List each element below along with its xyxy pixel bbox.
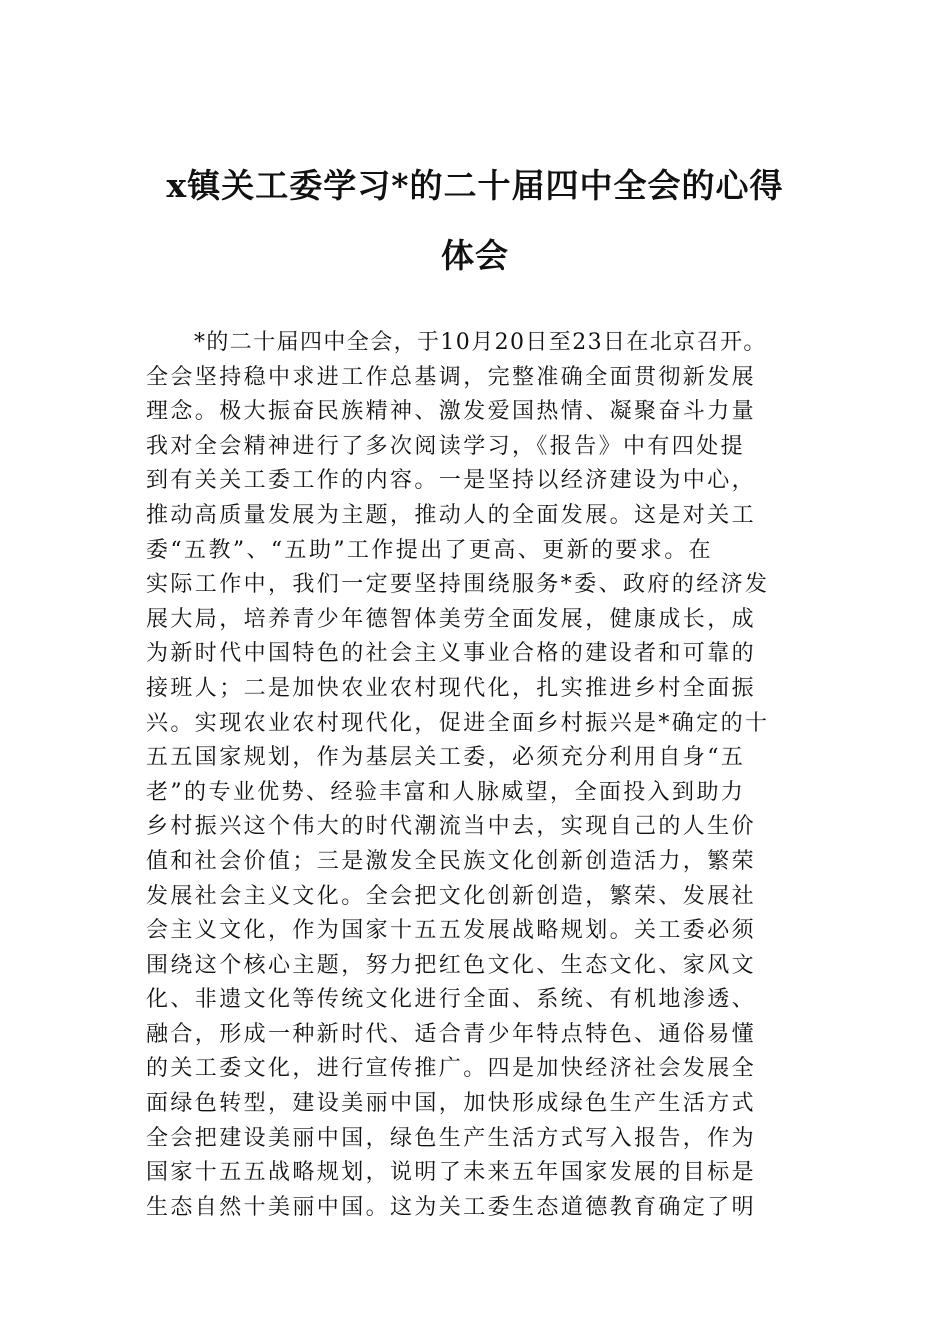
text-line: 五五国家规划，作为基层关工委，必须充分利用自身“五 — [146, 745, 746, 771]
text-line: 我对全会精神进行了多次阅读学习，《报告》中有四处提 — [146, 433, 746, 459]
text-line: 老”的专业优势、经验丰富和人脉威望，全面投入到助力 — [146, 779, 746, 805]
document-title-line-2: 体会 — [441, 236, 509, 275]
text-line: 围绕这个核心主题，努力把红色文化、生态文化、家风文 — [146, 952, 757, 978]
text-line: 兴。实现农业农村现代化，促进全面乡村振兴是*确定的十 — [146, 710, 770, 736]
text-line: 发展社会主义文化。全会把文化创新创造，繁荣、发展社 — [146, 883, 757, 909]
text-line: 值和社会价值；三是激发全民族文化创新创造活力，繁荣 — [146, 848, 757, 874]
text-line: *的二十届四中全会，于10月20日至23日在北京召开。 — [194, 330, 767, 355]
text-line: 乡村振兴这个伟大的时代潮流当中去，实现自己的人生价 — [146, 814, 757, 840]
text-line: 委“五教”、“五助”工作提出了更高、更新的要求。在 — [146, 537, 713, 563]
text-line: 化、非遗文化等传统文化进行全面、系统、有机地渗透、 — [146, 987, 757, 1013]
text-line: 生态自然十美丽中国。这为关工委生态道德教育确定了明 — [146, 1194, 757, 1220]
text-line: 会主义文化，作为国家十五五发展战略规划。关工委必须 — [146, 918, 757, 944]
text-line: 展大局，培养青少年德智体美劳全面发展，健康成长，成 — [146, 606, 757, 632]
text-line: 面绿色转型，建设美丽中国，加快形成绿色生产生活方式 — [146, 1091, 757, 1117]
text-line: 理念。极大振奋民族精神、激发爱国热情、凝聚奋斗力量 — [146, 399, 757, 425]
text-line: 融合，形成一种新时代、适合青少年特点特色、通俗易懂 — [146, 1021, 757, 1047]
text-line: 到有关关工委工作的内容。一是坚持以经济建设为中心， — [146, 468, 757, 494]
text-line: 全会把建设美丽中国，绿色生产生活方式写入报告，作为 — [146, 1125, 757, 1151]
body-paragraph — [146, 326, 836, 1225]
text-line: 国家十五五战略规划，说明了未来五年国家发展的目标是 — [146, 1160, 757, 1186]
text-line: 全会坚持稳中求进工作总基调，完整准确全面贯彻新发展 — [146, 364, 757, 390]
text-line: 实际工作中，我们一定要坚持围绕服务*委、政府的经济发 — [146, 572, 770, 598]
text-line: 的关工委文化，进行宣传推广。四是加快经济社会发展全 — [146, 1056, 757, 1082]
text-line: 为新时代中国特色的社会主义事业合格的建设者和可靠的 — [146, 641, 757, 667]
document-title-line-1: x镇关工委学习*的二十届四中全会的心得 — [166, 166, 784, 205]
text-line: 接班人；二是加快农业农村现代化，扎实推进乡村全面振 — [146, 675, 757, 701]
text-line: 推动高质量发展为主题，推动人的全面发展。这是对关工 — [146, 502, 757, 528]
